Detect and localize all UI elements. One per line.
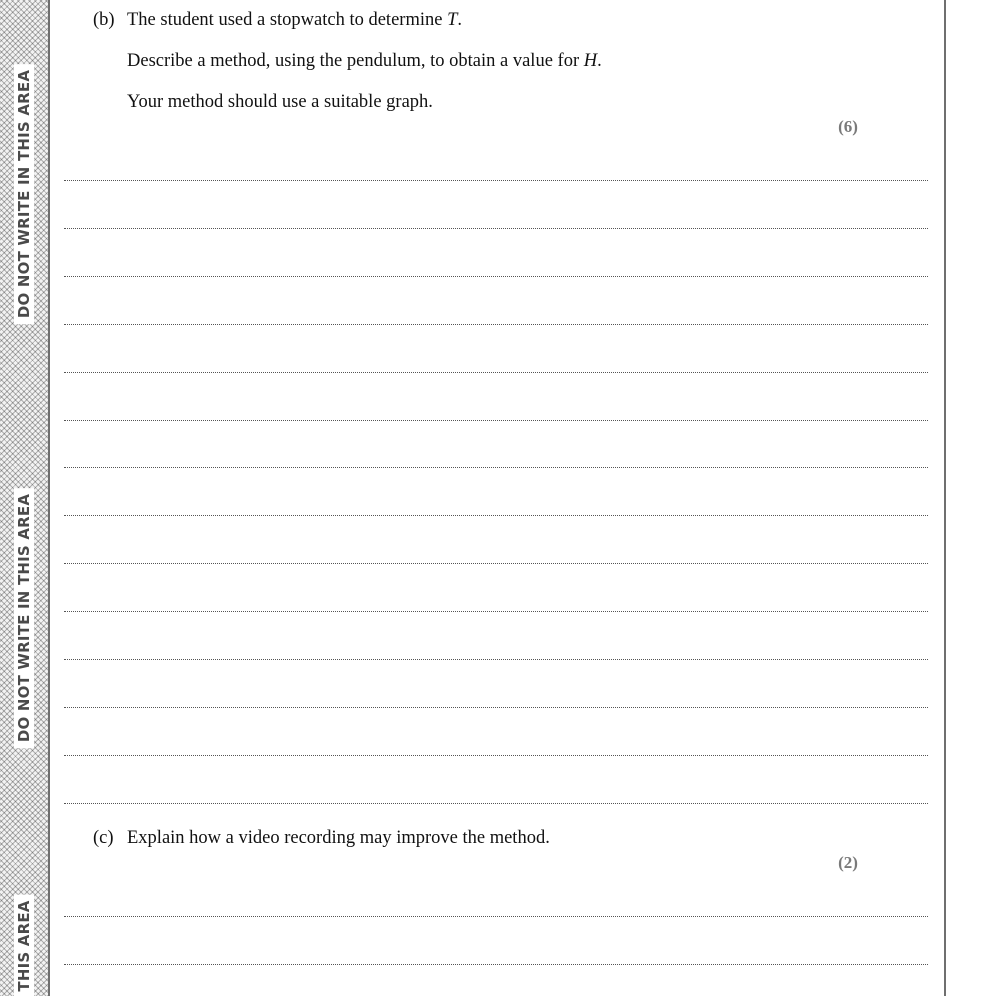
answer-line-b[interactable] bbox=[64, 611, 928, 612]
do-not-write-margin bbox=[0, 0, 50, 996]
question-b-instruction: Describe a method, using the pendulum, to obtain a value for bbox=[127, 51, 584, 71]
question-b-label: (b) bbox=[93, 10, 115, 30]
answer-line-b[interactable] bbox=[64, 803, 928, 804]
question-b-line-2: Describe a method, using the pendulum, to obtain a value for H. bbox=[127, 51, 602, 71]
answer-line-b[interactable] bbox=[64, 659, 928, 660]
do-not-write-label: THIS AREA bbox=[14, 894, 34, 997]
answer-line-b[interactable] bbox=[64, 707, 928, 708]
answer-line-b[interactable] bbox=[64, 324, 928, 325]
answer-line-c[interactable] bbox=[64, 916, 928, 917]
answer-line-b[interactable] bbox=[64, 467, 928, 468]
answer-line-c[interactable] bbox=[64, 964, 928, 965]
right-margin bbox=[946, 0, 990, 996]
do-not-write-label: DO NOT WRITE IN THIS AREA bbox=[14, 488, 34, 748]
question-c-label: (c) bbox=[93, 828, 114, 848]
answer-line-b[interactable] bbox=[64, 180, 928, 181]
question-b-text: The student used a stopwatch to determine bbox=[127, 10, 448, 30]
answer-line-b[interactable] bbox=[64, 755, 928, 756]
answer-line-b[interactable] bbox=[64, 228, 928, 229]
variable-t: T bbox=[447, 10, 458, 30]
answer-line-b[interactable] bbox=[64, 420, 928, 421]
question-b-line-1: (b) The student used a stopwatch to determine T. bbox=[93, 10, 462, 30]
do-not-write-label: DO NOT WRITE IN THIS AREA bbox=[14, 64, 34, 324]
variable-h: H bbox=[583, 51, 598, 71]
question-c-text: Explain how a video recording may improve the method. bbox=[127, 828, 550, 848]
answer-line-b[interactable] bbox=[64, 563, 928, 564]
question-b-line-3: Your method should use a suitable graph. bbox=[127, 92, 433, 112]
answer-line-b[interactable] bbox=[64, 276, 928, 277]
answer-line-b[interactable] bbox=[64, 515, 928, 516]
question-c-line-1 bbox=[93, 828, 550, 849]
marks-b: (6) bbox=[838, 117, 858, 136]
marks-c: (2) bbox=[838, 853, 858, 872]
answer-line-b[interactable] bbox=[64, 372, 928, 373]
